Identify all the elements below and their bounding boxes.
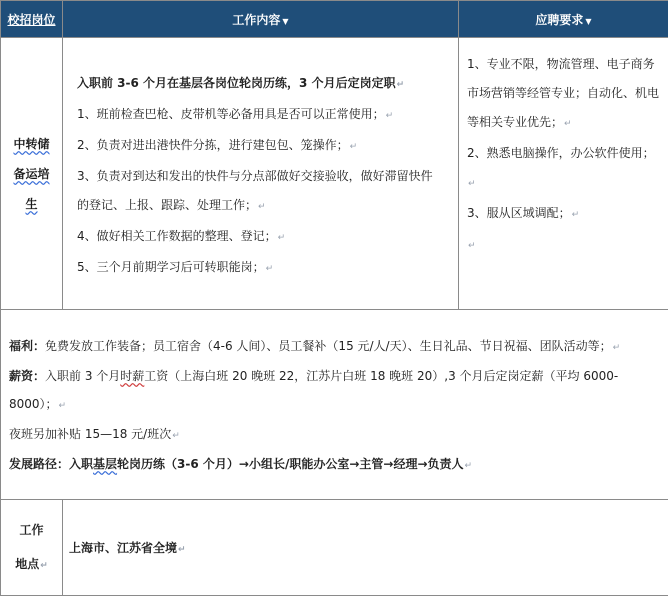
- benefits-cell: [1, 310, 668, 500]
- header-requirements: 应聘要求 ▼: [459, 1, 668, 38]
- position-cell: [1, 38, 63, 310]
- salary-line-cont: 8000）；↵: [9, 396, 67, 411]
- paragraph-mark-icon: ↵: [277, 233, 286, 243]
- paragraph-mark-icon: ↵: [571, 210, 580, 220]
- paragraph-mark-icon: ↵: [58, 400, 67, 411]
- benefits-row: [1, 310, 668, 500]
- requirement-item: 市场营销等经管专业；自动化、机电: [467, 86, 660, 100]
- welfare-line: 福利：免费发放工作装备；员工宿舍（4-6 人间）、员工餐补（15 元/人/天）、生日礼品、节日祝福、团队活动等；↵: [9, 338, 621, 353]
- content-item: 2、负责对进出港快件分拣，进行建包包、笼操作；: [77, 138, 349, 152]
- header-content: 工作内容 ▼: [63, 1, 459, 38]
- location-value-cell: [63, 500, 668, 596]
- night-allowance-line: 夜班另加补贴 15—18 元/班次↵: [9, 426, 180, 441]
- paragraph-mark-icon: ↵: [349, 142, 358, 152]
- requirement-item: 等相关专业优先；: [467, 115, 564, 129]
- position-line-2: 备运培: [13, 166, 50, 181]
- paragraph-mark-icon: ↵: [564, 119, 572, 129]
- requirement-item: 2、熟悉电脑操作，办公软件使用；: [467, 146, 655, 160]
- paragraph-mark-icon: ↵: [396, 80, 405, 90]
- career-path-line: 发展路径：入职基层轮岗历练（3-6 个月）→小组长/职能办公室→主管→经理→负责人↵: [9, 456, 473, 471]
- location-row: [1, 500, 668, 596]
- requirements-cell: [459, 38, 668, 310]
- salary-line: 薪资：入职前 3 个月时薪工资（上海白班 20 晚班 22，江苏片白班 18 晚班 20）,3 个月后定岗定薪（平均 6000-: [9, 368, 619, 383]
- content-item: 5、三个月前期学习后可转职能岗；: [77, 260, 265, 274]
- content-item: 3、负责对到达和发出的快件与分点部做好交接验收，做好滞留快件: [77, 169, 433, 183]
- content-item: 1、班前检查巴枪、皮带机等必备用具是否可以正常使用；: [77, 107, 385, 121]
- paragraph-mark-icon: ↵: [265, 264, 274, 274]
- content-cell: [63, 38, 459, 310]
- location-label-cell: [1, 500, 63, 596]
- header-row: [1, 1, 668, 38]
- paragraph-mark-icon: ↵: [172, 430, 180, 441]
- paragraph-mark-icon: ↵: [464, 460, 473, 471]
- position-line-1: 中转储: [13, 136, 50, 151]
- paragraph-mark-icon: ↵: [385, 111, 394, 121]
- paragraph-mark-icon: ↵: [178, 545, 186, 555]
- paragraph-mark-icon: ↵: [468, 241, 476, 251]
- requirement-item: 3、服从区域调配；: [467, 206, 571, 220]
- location-label-line-1: 工作: [19, 522, 44, 537]
- location-label-line-2: 地点: [15, 556, 40, 571]
- paragraph-mark-icon: ↵: [612, 342, 621, 353]
- paragraph-mark-icon: ↵: [258, 202, 266, 212]
- location-value: 上海市、江苏省全境: [69, 541, 178, 555]
- paragraph-mark-icon: ↵: [468, 179, 476, 189]
- job-row: [1, 38, 668, 310]
- content-item: 4、做好相关工作数据的整理、登记；: [77, 229, 277, 243]
- content-lead: 入职前 3-6 个月在基层各岗位轮岗历练，3 个月后定岗定职: [77, 76, 396, 90]
- requirement-item: 1、专业不限，物流管理、电子商务: [467, 57, 655, 71]
- paragraph-mark-icon: ↵: [40, 560, 48, 571]
- position-line-3: 生: [25, 196, 38, 211]
- content-item: 的登记、上报、跟踪、处理工作；: [77, 198, 258, 212]
- header-position: 校招岗位: [1, 1, 63, 38]
